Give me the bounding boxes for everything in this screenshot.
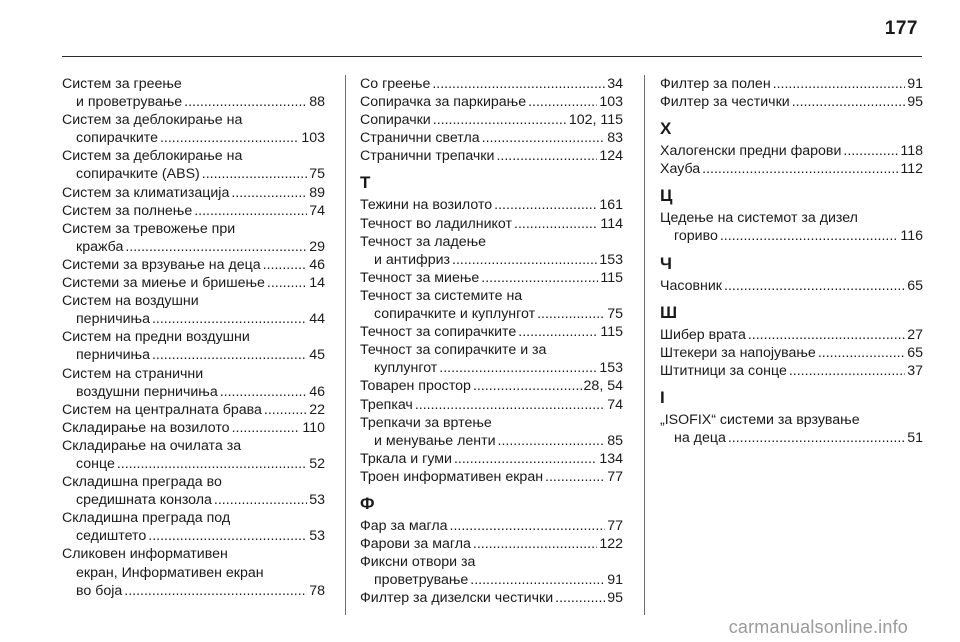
dot-leader (728, 429, 905, 447)
column-divider (345, 75, 346, 615)
index-page-ref: 74 (309, 202, 325, 219)
watermark: carmanualsonline.info (728, 617, 908, 637)
index-entry (62, 437, 325, 473)
index-entry-text: Странични светла (360, 130, 480, 147)
dot-leader (160, 129, 299, 147)
index-entry-text: Филтер за честички (660, 94, 790, 111)
index-page-ref: 134 (599, 450, 623, 467)
index-entry-text: сопирачките и куплунгот (374, 306, 536, 323)
index-page-ref: 45 (309, 347, 325, 364)
index-entry-text: гориво (674, 228, 718, 245)
index-page-ref: 153 (599, 360, 623, 377)
index-letter-heading: Х (660, 119, 672, 139)
index-page-ref: 102, 115 (568, 112, 623, 129)
index-entry (62, 401, 325, 419)
index-page-ref: 124 (599, 148, 623, 165)
index-page-ref: 77 (607, 517, 623, 534)
dot-leader (267, 274, 307, 292)
index-entry-text: Фар за магла (360, 517, 448, 534)
dot-leader (481, 269, 598, 287)
index-entry-text: и антифриз (374, 251, 451, 268)
index-entry-text: Товарен простор (360, 378, 471, 395)
index-entry-text: Трепкач (360, 396, 413, 413)
index-entry-text: седиштето (76, 528, 147, 545)
index-page-ref: 46 (309, 256, 325, 273)
dot-leader (792, 93, 906, 111)
index-entry (360, 75, 623, 93)
index-entry-text: Складирање на очилата за (62, 437, 242, 454)
index-entry-text: Филтер за полен (660, 76, 771, 92)
dot-leader (152, 310, 307, 328)
index-page-ref: 51 (907, 430, 923, 447)
index-page-ref: 37 (907, 362, 923, 379)
index-page-ref: 22 (309, 401, 325, 418)
index-page-ref: 103 (599, 94, 623, 111)
index-page-ref: 115 (600, 324, 623, 341)
index-entry (360, 553, 623, 589)
dot-leader (498, 432, 606, 450)
index-entry-text: екран, Информативен екран (76, 564, 264, 581)
dot-leader (528, 93, 597, 111)
index-entry-text: и проветрување (76, 94, 183, 111)
index-page-ref: 112 (900, 161, 923, 178)
dot-leader (439, 359, 597, 377)
index-page-ref: 161 (599, 197, 623, 214)
index-entry (62, 147, 325, 183)
index-page-ref: 53 (309, 492, 325, 509)
index-entry-text: Складишна преграда под (62, 510, 231, 527)
index-entry-text: Течност за миење (360, 269, 480, 286)
index-page-ref: 118 (900, 143, 923, 160)
index-entry-text: „ISOFIX“ системи за врзување (660, 411, 860, 428)
index-entry-text: Шибер врата (660, 326, 746, 343)
index-page-ref: 89 (309, 184, 325, 201)
dot-leader (124, 582, 307, 600)
dot-leader (432, 75, 605, 93)
index-entry (360, 450, 623, 468)
index-page-ref: 75 (607, 306, 623, 323)
index-page-ref: 14 (309, 275, 325, 292)
index-entry-text: Систем за полнење (62, 202, 193, 219)
dot-leader (702, 160, 898, 178)
index-page-ref: 77 (607, 468, 623, 485)
index-entry-text: Тркала и гуми (360, 450, 452, 467)
dot-leader (537, 305, 605, 323)
index-entry-text: проветрување (374, 572, 469, 589)
dot-leader (514, 215, 598, 233)
index-entry-text: Складирање на возилото (62, 419, 230, 436)
index-entry-text: Течност за ладење (360, 233, 487, 250)
dot-leader (214, 491, 307, 509)
index-entry (360, 215, 623, 233)
dot-leader (496, 147, 597, 165)
index-entry (360, 341, 623, 377)
index-column-2 (360, 75, 623, 607)
index-entry-text: Систем на предни воздушни (62, 329, 250, 346)
index-entry-text: Сликовен информативен (62, 546, 228, 563)
index-entry-text: Систем за климатизација (62, 184, 230, 201)
index-entry (360, 196, 623, 214)
header-rule (62, 56, 922, 57)
index-letter-heading: Ш (660, 302, 678, 322)
dot-leader (720, 227, 899, 245)
index-entry-text: во боја (76, 582, 123, 599)
index-page-ref: 27 (907, 326, 923, 343)
index-entry (62, 75, 325, 111)
index-entry (62, 328, 325, 364)
index-entry (360, 147, 623, 165)
index-entry (360, 377, 623, 395)
index-page-ref: 44 (309, 311, 325, 328)
index-column-1 (62, 75, 325, 600)
index-entry-text: перничиња (76, 311, 150, 328)
index-entry-text: Течност за сопирачките (360, 324, 517, 341)
index-page-ref: 91 (607, 572, 623, 589)
dot-leader (220, 383, 308, 401)
index-entry (360, 129, 623, 147)
dot-leader (263, 256, 308, 274)
index-entry (360, 323, 623, 341)
dot-leader (452, 251, 597, 269)
index-entry (660, 142, 923, 160)
index-entry-text: Течност во ладилникот (360, 215, 513, 232)
index-page-ref: 29 (309, 238, 325, 255)
index-entry (360, 269, 623, 287)
index-entry (660, 209, 923, 245)
index-entry (62, 111, 325, 147)
index-entry-text: Течност за сопирачките и за (360, 342, 547, 359)
index-entry (360, 535, 623, 553)
index-entry (360, 287, 623, 323)
index-entry (660, 75, 923, 93)
index-entry (62, 365, 325, 401)
index-page-ref: 110 (302, 419, 325, 436)
index-entry-text: Фарови за магла (360, 536, 471, 553)
index-page-ref: 53 (309, 528, 325, 545)
dot-leader (843, 142, 898, 160)
index-entry (660, 160, 923, 178)
index-entry-text: Со греење (360, 76, 431, 92)
dot-leader (470, 571, 605, 589)
dot-leader (202, 165, 307, 183)
index-page-ref: 46 (309, 383, 325, 400)
dot-leader (473, 535, 597, 553)
dot-leader (125, 238, 307, 256)
index-entry-text: Системи за миење и бришење (62, 275, 265, 292)
index-entry (62, 202, 325, 220)
index-entry-text: Систем за деблокирање на (62, 112, 243, 129)
index-page-ref: 116 (900, 228, 923, 245)
dot-leader (433, 111, 567, 129)
index-entry-text: и менување ленти (374, 432, 496, 449)
index-entry (660, 277, 923, 295)
index-entry-text: сопирачките (76, 130, 158, 147)
index-entry (360, 93, 623, 111)
column-divider (644, 75, 645, 615)
dot-leader (184, 93, 307, 111)
index-entry-text: на деца (674, 430, 726, 447)
index-entry (62, 419, 325, 437)
index-page-ref: 114 (600, 215, 623, 232)
index-page-ref: 83 (607, 130, 623, 147)
index-entry-text: сопирачките (ABS) (76, 166, 200, 183)
index-entry (62, 545, 325, 599)
dot-leader (450, 517, 606, 535)
dot-leader (518, 323, 598, 341)
index-entry-text: Сопирачка за паркирање (360, 94, 527, 111)
index-page-ref: 52 (309, 455, 325, 472)
dot-leader (748, 326, 905, 344)
index-entry-text: Филтер за дизелски честички (360, 590, 554, 607)
dot-leader (773, 75, 906, 93)
index-letter-heading: Ц (660, 186, 673, 206)
index-entry-text: Систем на воздушни (62, 293, 199, 310)
index-letter-heading: І (660, 387, 665, 407)
index-page-ref: 103 (301, 130, 325, 147)
index-page-ref: 75 (309, 166, 325, 183)
index-entry (660, 362, 923, 380)
index-letter-heading: Т (360, 173, 371, 193)
index-entry (660, 326, 923, 344)
index-page-ref: 65 (907, 277, 923, 294)
index-entry-text: Систем за греење (62, 76, 182, 92)
index-entry-text: перничиња (76, 347, 150, 364)
index-entry (360, 468, 623, 486)
dot-leader (231, 184, 307, 202)
index-entry (62, 256, 325, 274)
index-entry-text: кражба (76, 238, 124, 255)
dot-leader (555, 589, 605, 607)
page-number: 177 (884, 18, 918, 39)
index-entry-text: Хауба (660, 161, 701, 178)
index-page-ref: 28, 54 (583, 378, 623, 395)
index-entry (62, 292, 325, 328)
index-page-ref: 95 (907, 94, 923, 111)
index-entry-text: Фиксни отвори за (360, 554, 476, 571)
dot-leader (724, 277, 905, 295)
index-entry (62, 509, 325, 545)
index-entry-text: средишната конзола (76, 492, 212, 509)
index-entry-text: куплунгот (374, 360, 438, 377)
dot-leader (148, 527, 307, 545)
index-page-ref: 74 (607, 396, 623, 413)
index-page-ref: 91 (907, 76, 923, 92)
dot-leader (194, 202, 307, 220)
dot-leader (494, 196, 597, 214)
index-page-ref: 85 (607, 432, 623, 449)
index-entry (62, 220, 325, 256)
dot-leader (482, 129, 606, 147)
index-entry-text: Систем за деблокирање на (62, 148, 243, 165)
index-entry (360, 111, 623, 129)
index-entry-text: Штекери за напојување (660, 344, 816, 361)
dot-leader (264, 401, 307, 419)
index-letter-heading: Ф (360, 493, 375, 513)
index-page-ref: 88 (309, 94, 325, 111)
index-entry (660, 411, 923, 447)
index-entry-text: Часовник (660, 277, 722, 294)
index-entry-text: Трепкачи за вртење (360, 414, 492, 431)
index-page-ref: 122 (599, 536, 623, 553)
dot-leader (545, 468, 605, 486)
dot-leader (415, 396, 605, 414)
index-page-ref: 115 (600, 269, 623, 286)
index-entry (660, 93, 923, 111)
index-entry (360, 414, 623, 450)
index-entry (660, 344, 923, 362)
index-entry (62, 184, 325, 202)
index-entry-text: Троен информативен екран (360, 468, 544, 485)
index-entry (360, 517, 623, 535)
index-entry-text: Системи за врзување на деца (62, 256, 261, 273)
index-entry-text: сонце (76, 455, 115, 472)
dot-leader (818, 344, 905, 362)
index-page-ref: 78 (309, 582, 325, 599)
index-entry (62, 473, 325, 509)
index-entry-text: Систем на централната брава (62, 401, 262, 418)
index-page-ref: 95 (607, 590, 623, 607)
index-entry (62, 274, 325, 292)
dot-leader (789, 362, 905, 380)
index-entry-text: Сопирачки (360, 112, 431, 129)
index-entry (360, 233, 623, 269)
index-entry-text: Систем за тревожење при (62, 220, 236, 237)
index-entry-text: Халогенски предни фарови (660, 143, 842, 160)
index-entry-text: Штитници за сонце (660, 362, 787, 379)
index-page-ref: 34 (607, 76, 623, 92)
dot-leader (117, 455, 307, 473)
index-entry-text: Тежини на возилото (360, 197, 493, 214)
index-entry-text: Складишна преграда во (62, 474, 222, 491)
dot-leader (454, 450, 597, 468)
dot-leader (473, 377, 582, 395)
index-entry-text: Течност за системите на (360, 287, 523, 304)
index-column-3 (660, 75, 923, 447)
dot-leader (152, 346, 307, 364)
index-entry (360, 396, 623, 414)
index-page-ref: 153 (599, 251, 623, 268)
index-entry-text: воздушни перничиња (76, 383, 218, 400)
index-entry (360, 589, 623, 607)
index-entry-text: Систем на странични (62, 365, 204, 382)
dot-leader (232, 419, 301, 437)
index-entry-text: Цедење на системот за дизел (660, 210, 858, 227)
index-entry-text: Странични трепачки (360, 148, 495, 165)
index-letter-heading: Ч (660, 253, 672, 273)
index-page-ref: 65 (907, 344, 923, 361)
